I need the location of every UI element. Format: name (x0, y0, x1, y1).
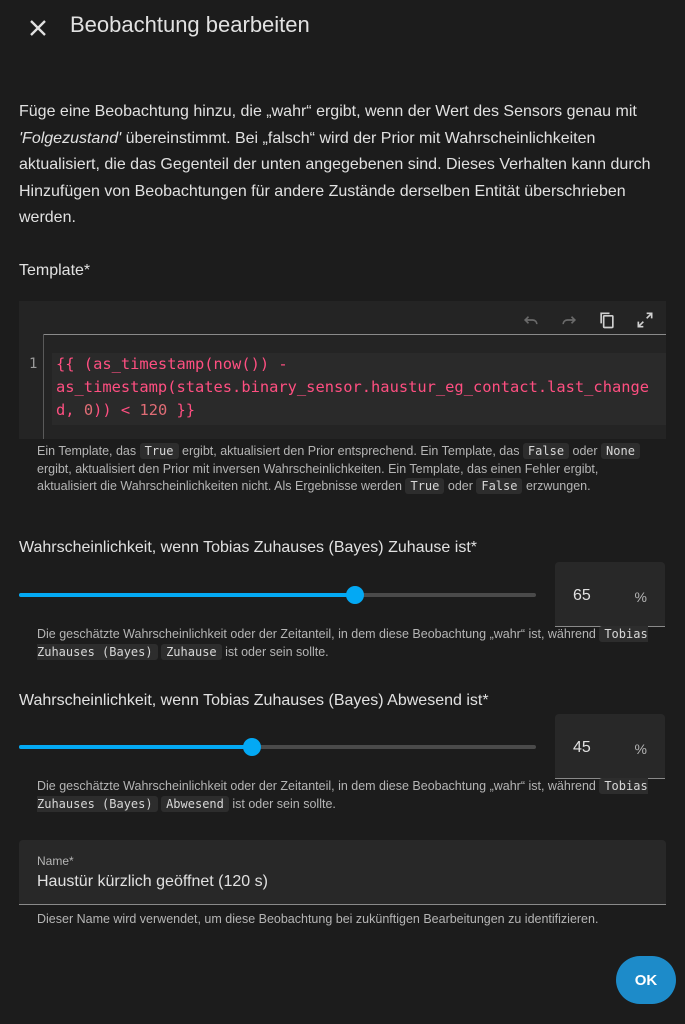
name-field-label: Name* (37, 854, 74, 868)
code-chip: Tobias Zuhauses (Bayes) (37, 627, 648, 659)
prob-true-label: Wahrscheinlichkeit, wenn Tobias Zuhauses (Bayes) Zuhause ist* (19, 539, 477, 556)
code-chip: Abwesend (161, 796, 229, 812)
prob-false-value: 45 (573, 739, 591, 756)
template-editor[interactable] (19, 301, 666, 439)
editor-toolbar (516, 305, 660, 335)
editor-gutter-line (43, 334, 44, 439)
redo-icon[interactable] (554, 305, 584, 335)
prob-false-input[interactable] (555, 714, 665, 779)
slider-fill (19, 745, 252, 749)
close-icon[interactable] (24, 14, 52, 42)
prob-true-slider[interactable] (19, 583, 536, 607)
prob-false-label: Wahrscheinlichkeit, wenn Tobias Zuhauses (Bayes) Abwesend ist* (19, 692, 489, 709)
slider-thumb[interactable] (243, 738, 261, 756)
template-helper-text: Ein Template, das True ergibt, aktualisiert den Prior entsprechend. Ein Template, das False oder None ergibt, aktualisiert den Prior mit inversen Wahrscheinlichkeiten. Ein Template, das einen Fehler ergibt, aktualisiert die Wahrscheinlichkeiten nicht. Als Ergebnisse werden True oder False erzwungen. (37, 443, 657, 496)
template-label: Template* (19, 262, 91, 279)
code-chip: None (601, 443, 640, 459)
code-chip: True (140, 443, 179, 459)
code-chip: False (476, 478, 522, 494)
prob-false-helper-text: Die geschätzte Wahrscheinlichkeit oder der Zeitanteil, in dem diese Beobachtung „wahr“ ist, während Tobias Zuhauses (Bayes) Abwesend ist oder sein sollte. (37, 779, 648, 811)
code-chip: Tobias Zuhauses (Bayes) (37, 779, 648, 811)
name-helper-text: Dieser Name wird verwendet, um diese Beobachtung bei zukünftigen Bearbeitungen zu identifizieren. (37, 912, 599, 926)
code-content[interactable] (52, 353, 666, 425)
slider-thumb[interactable] (346, 586, 364, 604)
prob-true-value: 65 (573, 587, 591, 604)
percent-suffix: % (634, 589, 647, 605)
code-line: as_timestamp(states.binary_sensor.haustur_eg_contact.last_change (56, 378, 650, 396)
prob-false-slider[interactable] (19, 735, 536, 759)
fullscreen-icon[interactable] (630, 305, 660, 335)
slider-fill (19, 593, 355, 597)
undo-icon[interactable] (516, 305, 546, 335)
prob-true-input[interactable] (555, 562, 665, 627)
editor-divider (43, 334, 666, 335)
code-chip: False (523, 443, 569, 459)
name-field-value: Haustür kürzlich geöffnet (120 s) (37, 873, 268, 890)
name-field[interactable] (19, 840, 666, 905)
line-number: 1 (29, 356, 38, 372)
prob-true-helper-text: Die geschätzte Wahrscheinlichkeit oder der Zeitanteil, in dem diese Beobachtung „wahr“ ist, während Tobias Zuhauses (Bayes) Zuhause ist oder sein sollte. (37, 627, 648, 659)
code-line: d, 0)) < 120 }} (56, 401, 196, 419)
intro-text: Füge eine Beobachtung hinzu, die „wahr“ ergibt, wenn der Wert des Sensors genau mit 'Folgezustand' übereinstimmt. Bei „falsch“ wird der Prior mit Wahrscheinlichkeiten aktualisiert, die das Gegenteil der unten angegebenen sind. Dieses Verhalten kann durch Hinzufügen von Beobachtungen für andere Zustände derselben Entität überschrieben werden. (19, 103, 651, 226)
percent-suffix: % (634, 741, 647, 757)
code-line: {{ (as_timestamp(now()) - (56, 355, 288, 373)
copy-icon[interactable] (592, 305, 622, 335)
ok-button[interactable]: OK (616, 956, 676, 1004)
dialog-header (0, 0, 685, 56)
intro-emphasis: 'Folgezustand' (19, 129, 122, 147)
code-chip: True (405, 478, 444, 494)
code-chip: Zuhause (161, 644, 222, 660)
dialog-title: Beobachtung bearbeiten (70, 12, 310, 37)
